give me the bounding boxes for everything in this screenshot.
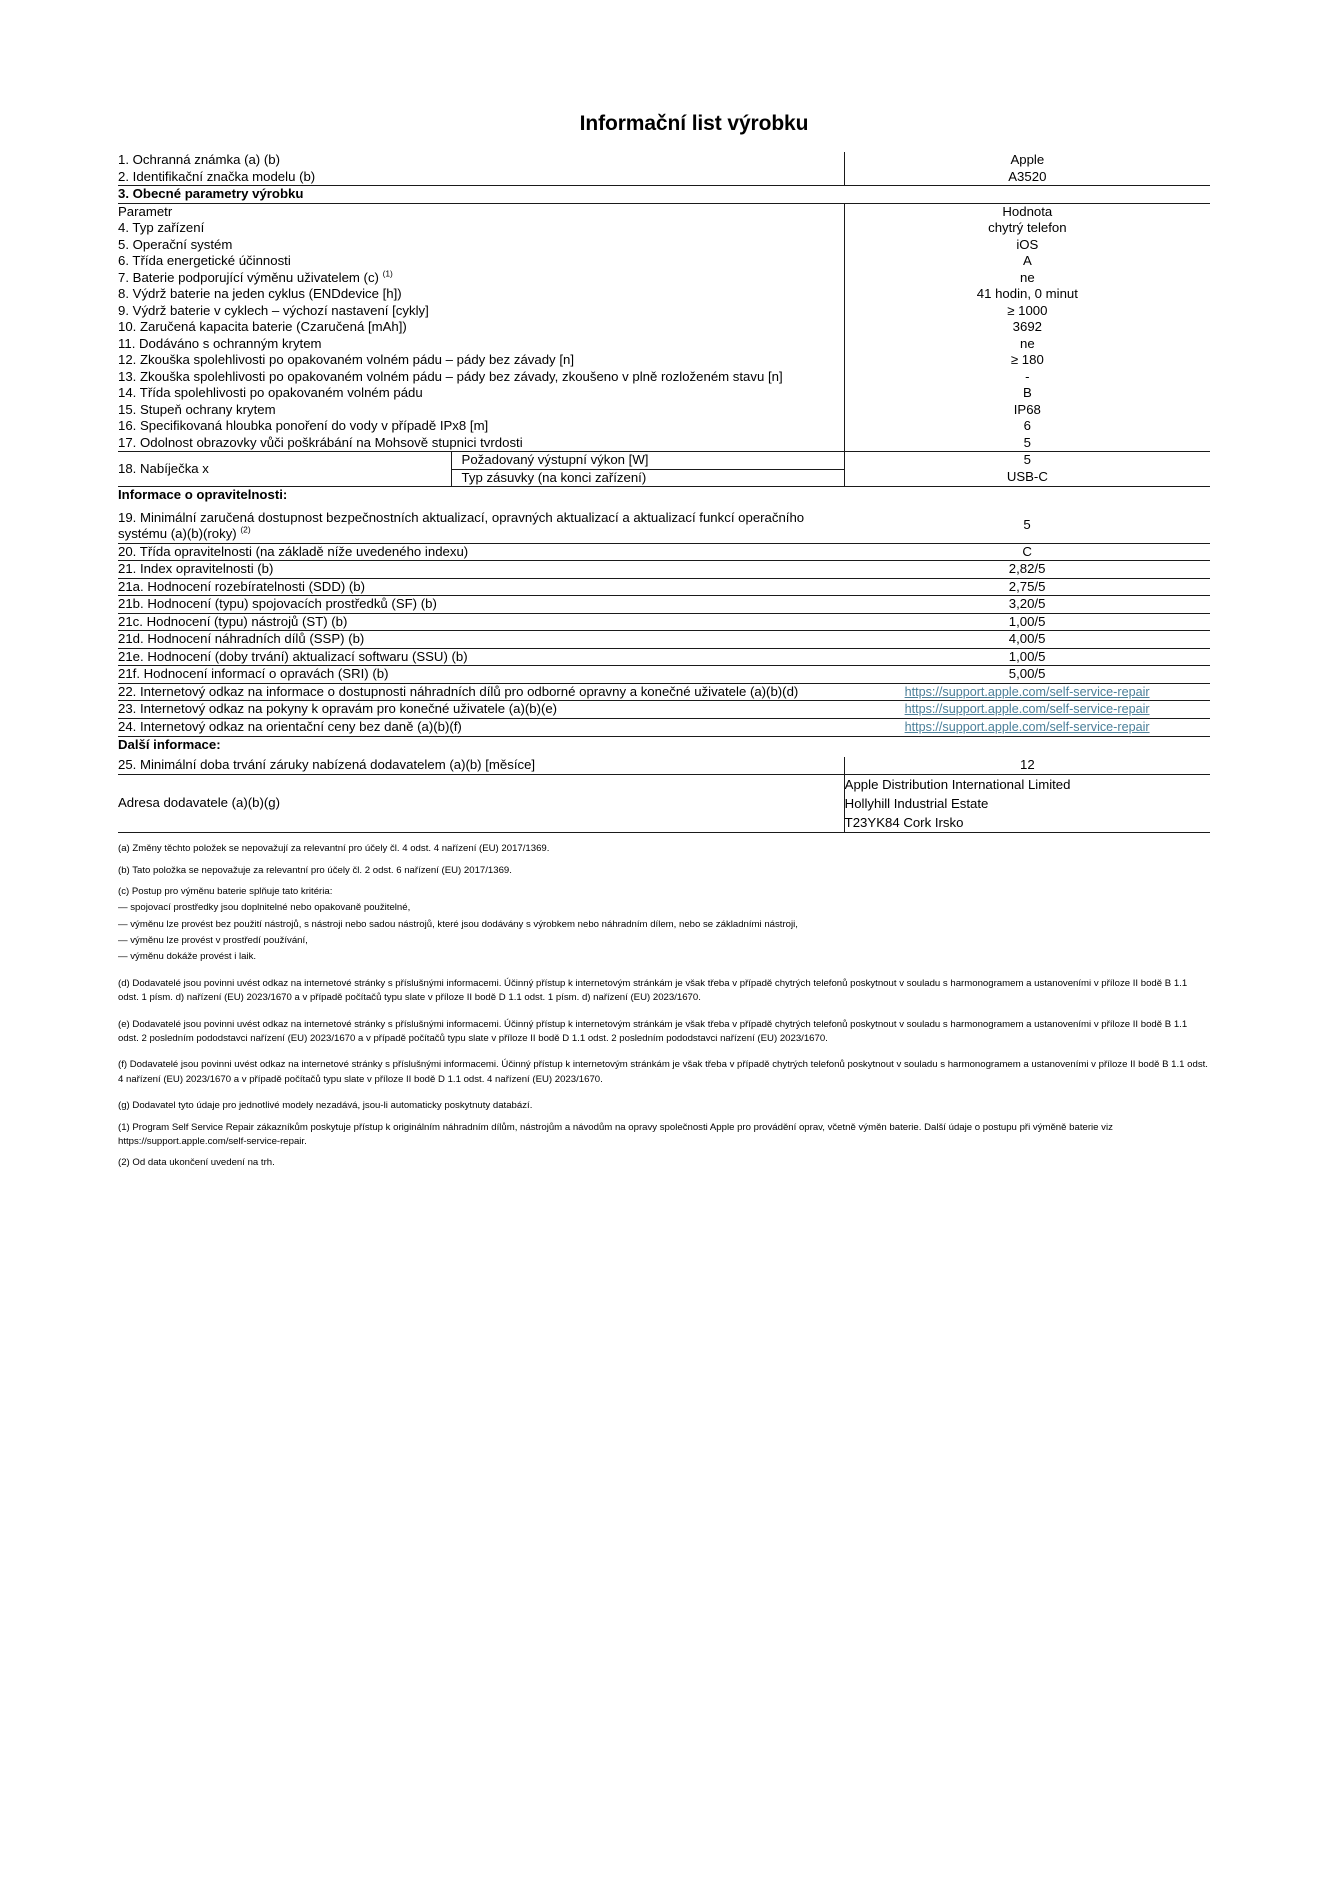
row-value: iOS xyxy=(844,237,1210,254)
row-value: ne xyxy=(844,270,1210,287)
row-label: 5. Operační systém xyxy=(118,236,233,252)
footnote-marker: (2) xyxy=(240,524,251,535)
footnote-f: (f) Dodavatelé jsou povinni uvést odkaz na internetové stránky s příslušnými informacemi. Účinný přístup k internetovým stránkám je však třeba v případě chytrých telefonů poskytnout v souladu s harmonogramem a ustanoveními v příloze II bodě B 1.1 odst. 4 nařízení (EU) 2023/1670 a v případě počítačů typu slate v příloze II bodě D 1.1 odst. 4 nařízení (EU) 2023/1670. xyxy=(118,1059,1208,1085)
footnote-c-item-2: — výměnu lze provést bez použití nástrojů, s nástroji nebo sadou nástrojů, které jsou dodávány s výrobkem nebo náhradním dílem, nebo se základními nástroji, xyxy=(118,918,798,930)
row-value: IP68 xyxy=(844,402,1210,419)
footnotes xyxy=(118,842,1210,1171)
row-label: 21b. Hodnocení (typu) spojovacích prostředků (SF) (b) xyxy=(118,596,844,614)
row-value: 1,00/5 xyxy=(844,648,1210,666)
row-label-19-line1: 19. Minimální zaručená dostupnost bezpečnostních aktualizací, opravných aktualizací a aktualizací funkcí operačního xyxy=(118,509,805,525)
identification-rows xyxy=(118,152,1210,186)
row-value: chytrý telefon xyxy=(844,220,1210,237)
table-row xyxy=(118,352,1210,369)
table-row-link xyxy=(118,683,1210,701)
row-label: 21d. Hodnocení náhradních dílů (SSP) (b) xyxy=(118,631,844,649)
footnote-g: (g) Dodavatel tyto údaje pro jednotlivé modely nezadává, jsou-li automaticky poskytnuty databází. xyxy=(118,1100,533,1112)
row-label xyxy=(118,270,844,287)
table-row xyxy=(118,237,1210,254)
table-row-warranty xyxy=(118,757,1210,774)
page-title: Informační list výrobku xyxy=(579,112,809,135)
section-header-row xyxy=(118,737,1210,758)
table-row xyxy=(118,543,1210,561)
row-label: 4. Typ zařízení xyxy=(118,220,205,235)
repairability-section xyxy=(118,487,1210,737)
footnote-1: (1) Program Self Service Repair zákazníkům poskytuje přístup k originálním náhradním dílům, nástrojům a návodům na opravy společnosti Apple pro provádění oprav, včetně výměn baterie. Další údaje o postupu při výměně baterie viz https://support.apple.com/self-service-repair. xyxy=(118,1121,1113,1147)
footnote-c: (c) Postup pro výměnu baterie splňuje tato kritéria: xyxy=(118,885,333,897)
table-row xyxy=(118,303,1210,320)
row-label-19-line2-text: systému (a)(b)(roky) xyxy=(118,526,237,541)
row-value: ≥ 1000 xyxy=(844,303,1210,320)
table-row xyxy=(118,152,1210,169)
row-label: 21f. Hodnocení informací o opravách (SRI) (b) xyxy=(118,666,844,684)
row-label: 8. Výdrž baterie na jeden cyklus (ENDdevice [h]) xyxy=(118,286,402,301)
table-row xyxy=(118,435,1210,452)
table-row xyxy=(118,385,1210,402)
column-header-value: Hodnota xyxy=(844,203,1210,220)
footnote-marker: (1) xyxy=(382,268,393,279)
row-label: 20. Třída opravitelnosti (na základě níže uvedeného indexu) xyxy=(118,543,844,561)
row-label: 15. Stupeň ochrany krytem xyxy=(118,401,276,417)
charger-sub-label-socket: Typ zásuvky (na konci zařízení) xyxy=(451,469,844,487)
self-service-repair-link[interactable]: https://support.apple.com/self-service-repair xyxy=(904,684,1150,699)
row-value: 6 xyxy=(844,418,1210,435)
row-value xyxy=(844,718,1210,736)
row-label: 17. Odolnost obrazovky vůči poškrábání na Mohsově stupnici tvrdosti xyxy=(118,435,844,452)
table-row xyxy=(118,369,1210,386)
general-parameters-section xyxy=(118,186,1210,452)
table-row-link xyxy=(118,718,1210,736)
table-row xyxy=(118,402,1210,419)
row-label: 14. Třída spolehlivosti po opakovaném volném pádu xyxy=(118,385,423,400)
row-label: 11. Dodáváno s ochranným krytem xyxy=(118,335,322,351)
row-label: 13. Zkouška spolehlivosti po opakovaném volném pádu – pády bez závady, zkoušeno v plně rozloženém stavu [n] xyxy=(118,368,783,384)
footnote-e: (e) Dodavatelé jsou povinni uvést odkaz na internetové stránky s příslušnými informacemi. Účinný přístup k internetovým stránkám je však třeba v případě chytrých telefonů poskytnout v souladu s harmonogramem a ustanoveními v příloze II bodě B 1.1 odst. 2 posledním pododstavci nařízení (EU) 2023/1670 a v případě počítačů typu slate v příloze II bodě D 1.1 odst. 2 posledním pododstavci nařízení (EU) 2023/1670. xyxy=(118,1018,1188,1045)
row-value xyxy=(844,701,1210,719)
self-service-repair-link[interactable]: https://support.apple.com/self-service-repair xyxy=(904,702,1150,717)
charger-table xyxy=(118,452,1210,487)
row-value: 2,82/5 xyxy=(844,561,1210,579)
row-value: 3,20/5 xyxy=(844,596,1210,614)
row-label: 2. Identifikační značka modelu (b) xyxy=(118,169,844,186)
row-value: A3520 xyxy=(844,169,1210,186)
row-value: 3692 xyxy=(844,319,1210,336)
table-row xyxy=(118,596,1210,614)
row-value-19: 5 xyxy=(844,508,1210,544)
footnote-c-item-3: — výměnu lze provést v prostředí používání, xyxy=(118,935,308,947)
table-row xyxy=(118,286,1210,303)
footnote-b: (b) Tato položka se nepovažuje za relevantní pro účely čl. 2 odst. 6 nařízení (EU) 2017/1369. xyxy=(118,864,512,876)
table-row xyxy=(118,666,1210,684)
footnote-c-item-1: — spojovací prostředky jsou doplnitelné nebo opakovaně použitelné, xyxy=(118,902,411,914)
section-title-other: Další informace: xyxy=(118,736,221,752)
row-label-19-line2 xyxy=(118,526,844,543)
row-value: 41 hodin, 0 minut xyxy=(844,286,1210,303)
row-label-text: 7. Baterie podporující výměnu uživatelem (c) xyxy=(118,269,379,285)
row-label: 9. Výdrž baterie v cyklech – výchozí nastavení [cykly] xyxy=(118,302,429,318)
table-row-19 xyxy=(118,508,1210,544)
row-label: 23. Internetový odkaz na pokyny k opravám pro konečné uživatele (a)(b)(e) xyxy=(118,701,844,719)
row-label: 21. Index opravitelnosti (b) xyxy=(118,561,844,579)
section-title-repairability: Informace o opravitelnosti: xyxy=(118,487,288,502)
row-label: 25. Minimální doba trvání záruky nabízená dodavatelem (a)(b) [měsíce] xyxy=(118,757,844,774)
section-header-row xyxy=(118,186,1210,203)
table-row xyxy=(118,336,1210,353)
footnote-2: (2) Od data ukončení uvedení na trh. xyxy=(118,1157,275,1169)
row-value: 2,75/5 xyxy=(844,578,1210,596)
footnote-d: (d) Dodavatelé jsou povinni uvést odkaz na internetové stránky s příslušnými informacemi. Účinný přístup k internetovým stránkám je však třeba v případě chytrých telefonů poskytnout v souladu s harmonogramem a ustanoveními v příloze II bodě B 1.1 odst. 1 písm. d) nařízení (EU) 2023/1670 a v případě počítačů typu slate v příloze II bodě D 1.1 odst. 1 písm. d) nařízení (EU) 2023/1670. xyxy=(118,977,1188,1004)
charger-row-power xyxy=(118,452,1210,469)
table-row xyxy=(118,220,1210,237)
table-row-address xyxy=(118,774,1210,832)
row-value: 4,00/5 xyxy=(844,631,1210,649)
row-label: 21e. Hodnocení (doby trvání) aktualizací softwaru (SSU) (b) xyxy=(118,648,844,666)
row-value: A xyxy=(844,253,1210,270)
row-label: 24. Internetový odkaz na orientační ceny bez daně (a)(b)(f) xyxy=(118,718,844,736)
row-label: 1. Ochranná známka (a) (b) xyxy=(118,152,280,167)
section-title-general: 3. Obecné parametry výrobku xyxy=(118,186,1210,203)
table-row xyxy=(118,169,1210,186)
row-value: 5,00/5 xyxy=(844,666,1210,684)
row-label: 6. Třída energetické účinnosti xyxy=(118,253,291,268)
table-row xyxy=(118,631,1210,649)
row-value: 5 xyxy=(844,435,1210,452)
row-value: C xyxy=(844,543,1210,561)
charger-sub-value-power: 5 xyxy=(844,452,1210,469)
address-line: Hollyhill Industrial Estate xyxy=(844,795,989,811)
row-value xyxy=(844,683,1210,701)
row-label: 21c. Hodnocení (typu) nástrojů (ST) (b) xyxy=(118,613,844,631)
row-label: 16. Specifikovaná hloubka ponoření do vody v případě IPx8 [m] xyxy=(118,418,489,433)
footnote-c-item-4: — výměnu dokáže provést i laik. xyxy=(118,951,257,963)
row-label: 22. Internetový odkaz na informace o dostupnosti náhradních dílů pro odborné opravny a konečné uživatele (a)(b)(d) xyxy=(118,683,844,701)
footnote-a: (a) Změny těchto položek se nepovažují za relevantní pro účely čl. 4 odst. 4 nařízení (EU) 2017/1369. xyxy=(118,843,550,855)
row-label: 10. Zaručená kapacita baterie (Czaručená [mAh]) xyxy=(118,319,407,334)
column-header-parameter: Parametr xyxy=(118,203,173,219)
identification-table xyxy=(118,152,1210,186)
section-header-row xyxy=(118,487,1210,508)
table-row xyxy=(118,578,1210,596)
row-value: ≥ 180 xyxy=(844,352,1210,369)
charger-sub-label-power: Požadovaný výstupní výkon [W] xyxy=(451,452,844,469)
other-information-section xyxy=(118,737,1210,833)
self-service-repair-link[interactable]: https://support.apple.com/self-service-repair xyxy=(904,719,1150,734)
row-value: ne xyxy=(844,336,1210,353)
row-label: 12. Zkouška spolehlivosti po opakovaném volném pádu – pády bez závady [n] xyxy=(118,352,574,367)
row-value: B xyxy=(844,385,1210,402)
table-row xyxy=(118,253,1210,270)
charger-sub-value-socket: USB-C xyxy=(844,469,1210,487)
table-row xyxy=(118,270,1210,287)
row-value: Apple xyxy=(844,152,1210,169)
row-label: 21a. Hodnocení rozebíratelnosti (SDD) (b) xyxy=(118,578,844,596)
supplier-address xyxy=(844,774,1210,832)
table-row xyxy=(118,613,1210,631)
table-row xyxy=(118,561,1210,579)
table-row xyxy=(118,418,1210,435)
column-header-row xyxy=(118,203,1210,220)
address-line: Apple Distribution International Limited xyxy=(844,776,1071,792)
table-row xyxy=(118,648,1210,666)
table-row-link xyxy=(118,701,1210,719)
row-value: - xyxy=(844,369,1210,386)
table-row xyxy=(118,319,1210,336)
charger-label: 18. Nabíječka x xyxy=(118,460,209,476)
address-line: T23YK84 Cork Irsko xyxy=(844,814,964,830)
row-value: 1,00/5 xyxy=(844,613,1210,631)
row-value: 12 xyxy=(844,757,1210,774)
row-label-19 xyxy=(118,508,844,544)
row-label: Adresa dodavatele (a)(b)(g) xyxy=(118,774,844,832)
